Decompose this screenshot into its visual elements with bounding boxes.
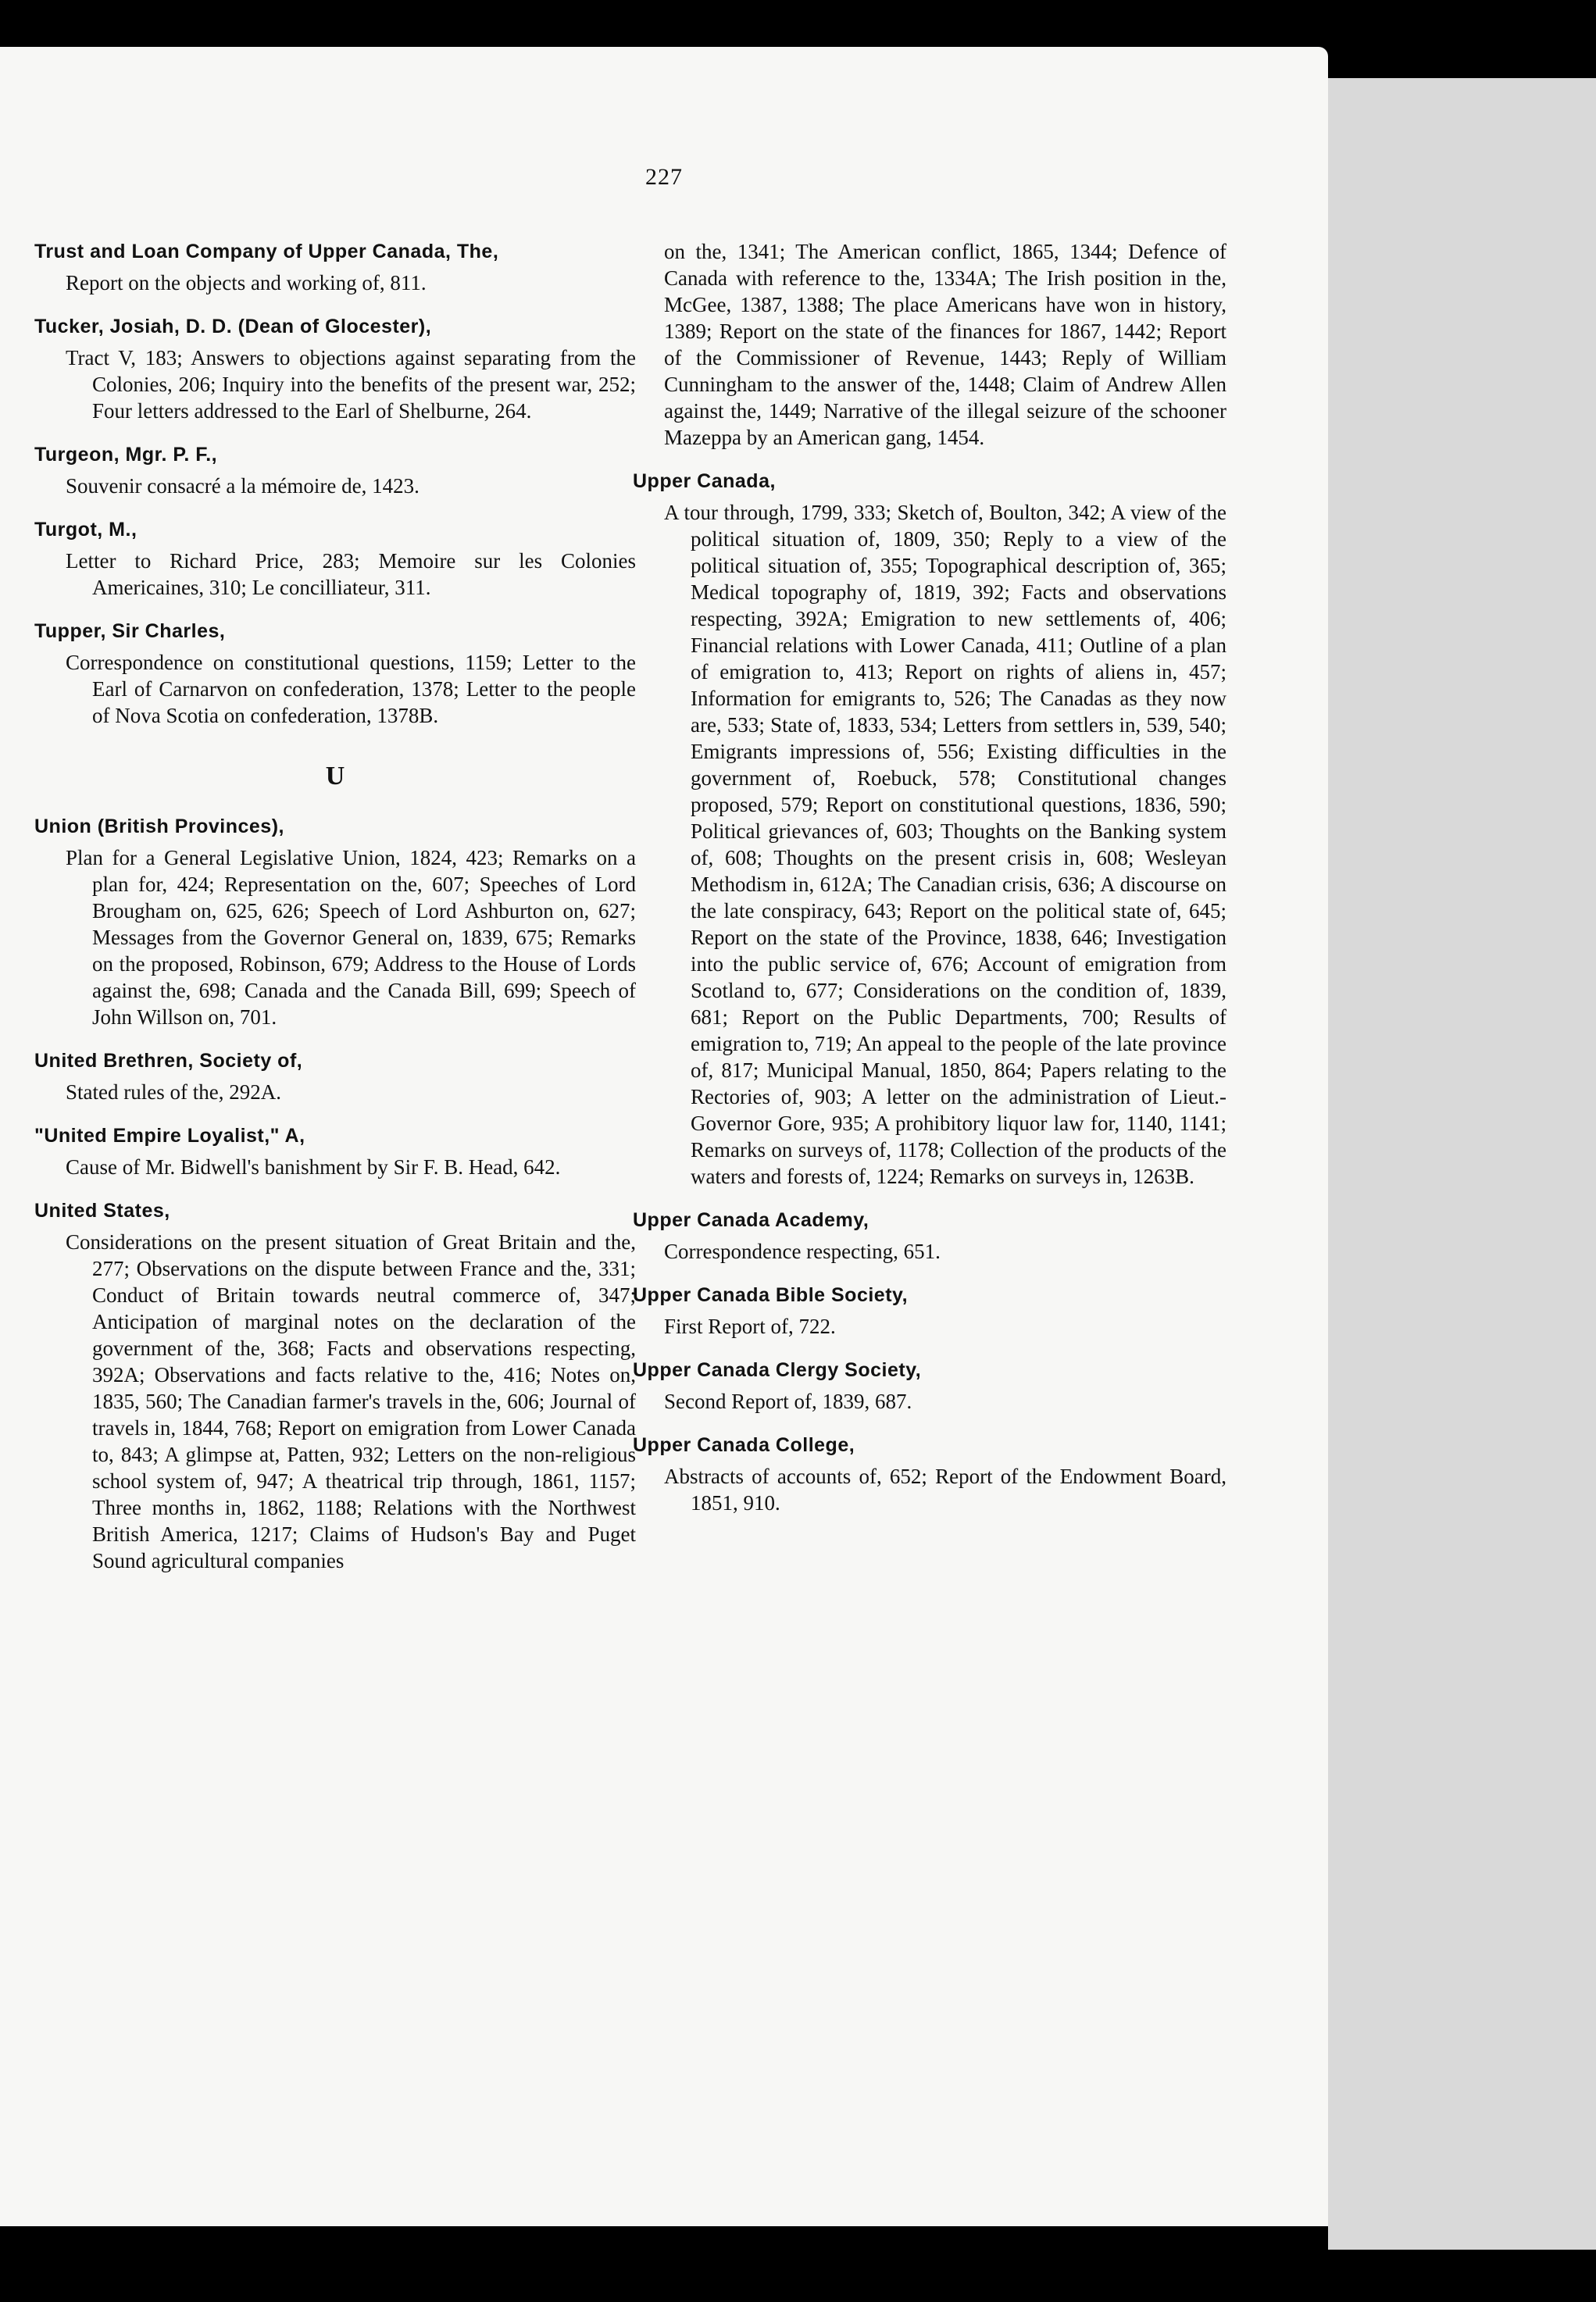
entry-heading: United Brethren, Society of,: [34, 1050, 303, 1072]
entry-text: A tour through, 1799, 333; Sketch of, Boulton, 342; A view of the political situation of, 1809, 350; Reply to a view of the political situation of, 355; Topographical description of, 365; Medical topography of, 1819, 392; Facts and observations respecting, 392A; Emigration to new settlements of, 406; Financial relations with Lower Canada, 411; Outline of a plan of emigration to, 413; Report on rights of aliens in, 457; Information for emigrants to, 526; The Canadas as they now are, 533; State of, 1833, 534; Letters from settlers in, 539, 540; Emigrants impressions of, 556; Existing difficulties in the government of, Roebuck, 578; Constitutional changes proposed, 579; Report on constitutional questions, 1836, 590; Political grievances of, 603; Thoughts on the Banking system of, 608; Thoughts on the present crisis in, 608; Wesleyan Methodism in, 612A; The Canadian crisis, 636; A discourse on the late conspiracy, 643; Report on the political state of, 645; Report on the state of the Province, 1838, 646; Investigation into the public service of, 676; Account of emigration from Scotland to, 677; Considerations on the condition of, 1839, 681; Report on the Public Departments, 700; Results of emigration to, 719; An appeal to the people of the late province of, 817; Municipal Manual, 1850, 864; Papers relating to the Rectories of, 903; A letter on the administration of Lieut.-Governor Gore, 935; A prohibitory liquor law for, 1140, 1141; Remarks on surveys of, 1178; Collection of the products of the waters and forests of, 1224; Remarks on surveys in, 1263B.: [664, 501, 1226, 1188]
entry-heading: Tupper, Sir Charles,: [34, 620, 226, 642]
scanner-background: [1328, 78, 1596, 2250]
index-entry: [34, 313, 636, 424]
index-entry-continuation: [633, 238, 1226, 451]
index-entry: [34, 813, 636, 1030]
entry-text: Stated rules of the, 292A.: [66, 1080, 281, 1104]
entry-heading: Upper Canada,: [633, 470, 776, 492]
entry-text: Tract V, 183; Answers to objections against separating from the Colonies, 206; Inquiry into the benefits of the present war, 252; Four letters addressed to the Earl of Shelburne, 264.: [66, 346, 636, 423]
entry-text: Plan for a General Legislative Union, 1824, 423; Remarks on a plan for, 424; Representation on the, 607; Speeches of Lord Brougham on, 625, 626; Speech of Lord Ashburton on, 627; Messages from the Governor General on, 1839, 675; Remarks on the proposed, Robinson, 679; Address to the House of Lords against the, 698; Canada and the Canada Bill, 699; Speech of John Willson on, 701.: [66, 846, 636, 1029]
entry-heading: United States,: [34, 1200, 170, 1222]
entry-text: on the, 1341; The American conflict, 1865, 1344; Defence of Canada with reference to the, 1334A; The Irish position in the, McGee, 1387, 1388; The place Americans have won in history, 1389; Report on the state of the finances for 1867, 1442; Report of the Commissioner of Revenue, 1443; Reply of William Cunningham to the answer of the, 1448; Claim of Andrew Allen against the, 1449; Narrative of the illegal seizure of the schooner Mazeppa by an American gang, 1454.: [664, 240, 1226, 449]
entry-text: Abstracts of accounts of, 652; Report of the Endowment Board, 1851, 910.: [664, 1465, 1226, 1515]
entry-text: Considerations on the present situation of Great Britain and the, 277; Observations on the dispute between France and the, 331; Conduct of Britain towards neutral commerce of, 347; Anticipation of marginal notes on the declaration of the government of the, 368; Facts and observations respecting, 392A; Observations and facts relative to the, 416; Notes on, 1835, 560; The Canadian farmer's travels in the, 606; Journal of travels in, 1844, 768; Report on emigration from Lower Canada to, 843; A glimpse at, Patten, 932; Letters on the non-religious school system of, 947; A theatrical trip through, 1861, 1157; Three months in, 1862, 1188; Relations with the Northwest British America, 1217; Claims of Hudson's Bay and Puget Sound agricultural companies: [66, 1230, 636, 1572]
index-entry: [34, 516, 636, 601]
entry-heading: Tucker, Josiah, D. D. (Dean of Glocester),: [34, 316, 432, 337]
index-entry: [34, 441, 636, 499]
index-entry: [34, 618, 636, 729]
index-entry: [34, 1122, 636, 1180]
index-entry: [633, 468, 1226, 1190]
entry-text: Letter to Richard Price, 283; Memoire sur les Colonies Americaines, 310; Le concilliateur, 311.: [66, 549, 636, 599]
entry-heading: Turgeon, Mgr. P. F.,: [34, 444, 218, 466]
entry-text: Report on the objects and working of, 811.: [66, 271, 427, 294]
index-entry: [34, 1197, 636, 1574]
entry-heading: Turgot, M.,: [34, 519, 137, 541]
right-column: [633, 238, 1226, 1533]
index-page: [0, 47, 1328, 2226]
entry-heading: Upper Canada Bible Society,: [633, 1284, 909, 1306]
entry-heading: Upper Canada Academy,: [633, 1209, 869, 1231]
index-entry: [633, 1357, 1226, 1415]
entry-text: Second Report of, 1839, 687.: [664, 1390, 912, 1413]
entry-heading: Upper Canada College,: [633, 1434, 855, 1456]
index-entry: [633, 1207, 1226, 1265]
entry-text: Correspondence on constitutional questions, 1159; Letter to the Earl of Carnarvon on confederation, 1378; Letter to the people of Nova Scotia on confederation, 1378B.: [66, 651, 636, 727]
index-entry: [34, 238, 636, 296]
entry-heading: Union (British Provinces),: [34, 816, 284, 837]
index-entry: [34, 1047, 636, 1105]
left-column: [34, 238, 636, 1591]
entry-text: Souvenir consacré a la mémoire de, 1423.: [66, 474, 420, 498]
section-letter: U: [325, 762, 345, 791]
index-entry: [633, 1282, 1226, 1340]
page-number: 227: [645, 164, 683, 190]
entry-heading: Upper Canada Clergy Society,: [633, 1359, 922, 1381]
entry-text: Correspondence respecting, 651.: [664, 1240, 941, 1263]
entry-heading: "United Empire Loyalist," A,: [34, 1125, 305, 1147]
entry-heading: Trust and Loan Company of Upper Canada, The,: [34, 241, 499, 262]
entry-text: First Report of, 722.: [664, 1315, 836, 1338]
index-entry: [633, 1432, 1226, 1516]
entry-text: Cause of Mr. Bidwell's banishment by Sir F. B. Head, 642.: [66, 1155, 561, 1179]
